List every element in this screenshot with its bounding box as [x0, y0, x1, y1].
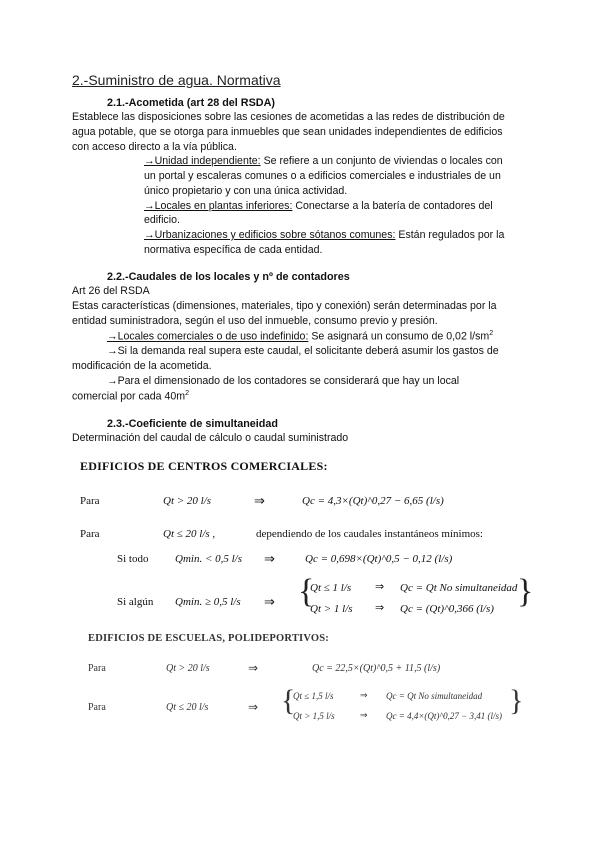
- para-label-4: Para: [88, 702, 106, 713]
- case-qt-gt-1: Qt > 1 l/s: [310, 603, 353, 615]
- s21-bullet-1: [144, 155, 503, 167]
- s23-subtitle: Determinación del caudal de cálculo o caudal suministrado: [72, 432, 349, 444]
- s22-bullet-1-text: Se asignará un consumo de 0,02 l/sm: [308, 330, 490, 343]
- para-label-3: Para: [88, 663, 106, 674]
- cond-qt-le-20: Qt ≤ 20 l/s ,: [163, 528, 216, 540]
- s22-bullet-2: →Si la demanda real supera este caudal, el solicitante deberá asumir los gastos de: [107, 345, 499, 357]
- s21-bullet-1-label: →Unidad independiente:: [144, 155, 261, 167]
- right-brace-2: }: [509, 684, 524, 717]
- s22-bullet-1: [107, 330, 493, 343]
- school-cond-le-20: Qt ≤ 20 l/s: [166, 702, 209, 713]
- left-brace-1: {: [298, 573, 315, 610]
- formula-heading-commercial: EDIFICIOS DE CENTROS COMERCIALES:: [80, 459, 328, 473]
- s21-para-line-2: agua potable, que se otorga para inmuebles que sean unidades independientes de edificios: [72, 126, 503, 138]
- implies-arrow-1: ⇒: [254, 493, 265, 508]
- formula-commercial-gt20: Qc = 4,3×(Qt)^0,27 − 6,65 (l/s): [302, 495, 444, 507]
- si-algun-label: Si algún: [117, 596, 154, 608]
- s21-bullet-1-line-2: un portal y escaleras comunes o a edificios comerciales e industriales de un: [144, 170, 501, 182]
- implies-arrow-2: ⇒: [264, 551, 275, 566]
- school-case-result-2: Qc = 4,4×(Qt)^0,27 − 3,41 (l/s): [386, 711, 503, 721]
- para-label-1: Para: [80, 495, 100, 507]
- case-result-1: Qc = Qt No simultaneidad: [400, 582, 518, 594]
- formula-school-gt20: Qc = 22,5×(Qt)^0,5 + 11,5 (l/s): [312, 663, 441, 674]
- para-label-2: Para: [80, 528, 100, 540]
- s22-bullet-1-sup: 2: [489, 330, 494, 337]
- s21-bullet-3-text: Están regulados por la: [395, 229, 505, 241]
- s21-bullet-3-line-2: normativa específica de cada entidad.: [144, 244, 323, 256]
- case-arrow-1: ⇒: [375, 581, 385, 593]
- school-case-arrow-2: ⇒: [360, 710, 368, 720]
- s22-para-line-1: Estas características (dimensiones, materiales, tipo y conexión) serán determinadas por la: [72, 300, 497, 312]
- section-2-3-heading: 2.3.-Coeficiente de simultaneidad: [107, 418, 278, 430]
- page-title: 2.-Suministro de agua. Normativa: [72, 72, 281, 88]
- s22-bullet-1-label: →Locales comerciales o de uso indefinido:: [107, 330, 309, 343]
- s22-para-line-2: entidad suministradora, según el uso del inmueble, consumo previo y presión.: [72, 315, 438, 327]
- implies-arrow-3: ⇒: [264, 594, 275, 609]
- s21-bullet-2-label: →Locales en plantas inferiores:: [144, 200, 293, 212]
- case-arrow-2: ⇒: [375, 602, 385, 614]
- cond-qmin-ge: Qmin. ≥ 0,5 l/s: [175, 596, 241, 608]
- right-brace-1: }: [517, 573, 534, 610]
- s21-bullet-2: [144, 200, 493, 212]
- case-qt-le-1: Qt ≤ 1 l/s: [310, 582, 352, 594]
- s21-bullet-1-text: Se refiere a un conjunto de viviendas o locales con: [260, 155, 503, 167]
- section-2-1-heading: 2.1.-Acometida (art 28 del RSDA): [107, 97, 275, 109]
- si-todo-label: Si todo: [117, 553, 149, 565]
- s21-para-line-1: Establece las disposiciones sobre las cesiones de acometidas a las redes de distribución de: [72, 111, 505, 123]
- section-2-2-heading: 2.2.-Caudales de los locales y nº de contadores: [107, 271, 350, 283]
- school-case-result-1: Qc = Qt No simultaneidad: [386, 691, 483, 701]
- s22-bullet-3: →Para el dimensionado de los contadores se considerará que hay un local: [107, 375, 460, 387]
- s21-bullet-3-label: →Urbanizaciones y edificios sobre sótanos comunes:: [144, 229, 396, 241]
- cond-qmin-lt: Qmin. < 0,5 l/s: [175, 553, 243, 565]
- formula-heading-schools: EDIFICIOS DE ESCUELAS, POLIDEPORTIVOS:: [88, 633, 329, 644]
- school-case-qt-gt-15: Qt > 1,5 l/s: [293, 711, 335, 721]
- implies-arrow-4: ⇒: [248, 661, 259, 675]
- s21-bullet-1-line-3: único propietario y con una única actividad.: [144, 185, 348, 197]
- school-cond-gt-20: Qt > 20 l/s: [166, 663, 210, 674]
- s22-bullet-3-line-2: [72, 390, 189, 403]
- s22-bullet-3-sup: 2: [185, 390, 189, 397]
- implies-arrow-5: ⇒: [248, 700, 259, 714]
- cond-qt-gt-20: Qt > 20 l/s: [163, 495, 212, 507]
- s22-bullet-3-text: comercial por cada 40m: [72, 390, 186, 403]
- s22-bullet-2-line-2: modificación de la acometida.: [72, 360, 212, 372]
- s22-art: Art 26 del RSDA: [72, 285, 150, 297]
- s21-bullet-3: [144, 229, 504, 241]
- depend-text: dependiendo de los caudales instantáneos mínimos:: [256, 528, 483, 540]
- left-brace-2: {: [281, 684, 296, 717]
- s21-bullet-2-text: Conectarse a la batería de contadores del: [292, 200, 493, 212]
- s21-bullet-2-line-2: edificio.: [144, 214, 180, 226]
- s21-para-line-3: con acceso directo a la vía pública.: [72, 141, 237, 153]
- formula-commercial-todo: Qc = 0,698×(Qt)^0,5 − 0,12 (l/s): [305, 553, 453, 565]
- school-case-arrow-1: ⇒: [360, 690, 368, 700]
- school-case-qt-le-15: Qt ≤ 1,5 l/s: [293, 691, 334, 701]
- case-result-2: Qc = (Qt)^0,366 (l/s): [400, 603, 494, 615]
